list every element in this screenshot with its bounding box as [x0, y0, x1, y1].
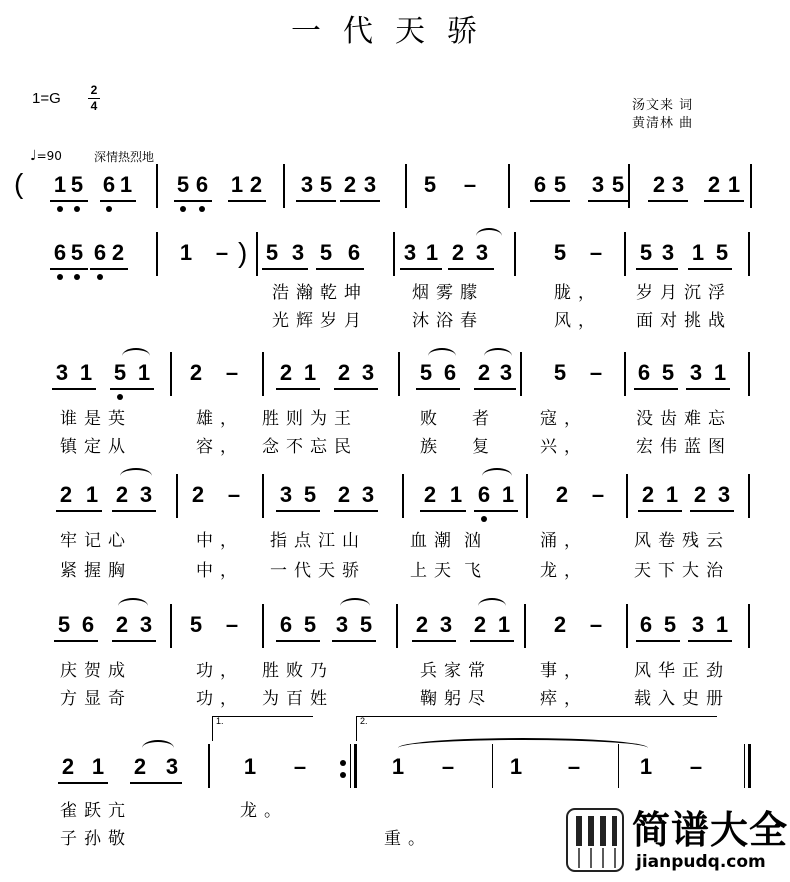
lyric: 者	[472, 409, 496, 429]
underline	[334, 510, 378, 512]
note: 3	[139, 482, 153, 507]
lyric: 飞	[464, 561, 488, 581]
open-paren: (	[14, 168, 24, 199]
octave-dot	[74, 274, 80, 280]
time-top: 2	[90, 83, 98, 97]
lyric: 为百姓	[262, 689, 334, 709]
barline	[520, 352, 522, 396]
lyric: 龙，	[540, 561, 588, 581]
note: 1	[715, 612, 729, 637]
slur	[120, 468, 152, 476]
note: –	[591, 482, 605, 507]
lyric: 风，	[554, 311, 602, 331]
lyric: 烟雾朦	[412, 283, 484, 303]
note: 3	[591, 172, 605, 197]
key-signature: 1=G	[32, 90, 61, 107]
barline	[156, 164, 158, 208]
underline	[276, 640, 320, 642]
barline	[170, 604, 172, 648]
note: 6	[477, 482, 491, 507]
note: 2	[451, 240, 465, 265]
lyric: 功，	[196, 689, 244, 709]
note: 3	[139, 612, 153, 637]
barline	[262, 604, 264, 648]
lyric: 载入史册	[634, 689, 730, 709]
song-title: 一代天骄	[291, 14, 499, 49]
barline	[524, 604, 526, 648]
underline	[416, 388, 460, 390]
note: 2	[61, 754, 75, 779]
lyric: 寇，	[540, 409, 588, 429]
barline	[624, 232, 626, 276]
lyric: 事，	[540, 661, 588, 681]
barline	[624, 352, 626, 396]
note: 5	[176, 172, 190, 197]
note: 5	[189, 612, 203, 637]
note: 2	[337, 482, 351, 507]
underline	[112, 510, 156, 512]
lyric: 涌，	[540, 531, 588, 551]
underline	[634, 388, 678, 390]
slur	[482, 468, 512, 476]
lyric: 血潮	[410, 531, 458, 551]
note: 3	[55, 360, 69, 385]
note: 3	[291, 240, 305, 265]
octave-dot	[106, 206, 112, 212]
note: –	[441, 754, 455, 779]
note: –	[589, 240, 603, 265]
note: –	[589, 360, 603, 385]
barline	[750, 164, 752, 208]
note: 2	[133, 754, 147, 779]
underline	[112, 640, 156, 642]
underline	[262, 268, 308, 270]
lyric: 胜则为王	[262, 409, 358, 429]
note: 1	[119, 172, 133, 197]
note: 5	[553, 360, 567, 385]
note: 5	[57, 612, 71, 637]
lyric: 中，	[196, 561, 244, 581]
barline	[628, 164, 630, 208]
lyric: 没齿难忘	[636, 409, 732, 429]
underline	[56, 510, 102, 512]
octave-dot	[117, 394, 123, 400]
lyric: 兵家常	[420, 661, 492, 681]
note: 2	[279, 360, 293, 385]
note: 1	[449, 482, 463, 507]
note: 3	[361, 482, 375, 507]
barline	[170, 352, 172, 396]
lyric: 族	[420, 437, 444, 457]
underline	[296, 200, 336, 202]
note: 5	[303, 612, 317, 637]
lyric: 风华正劲	[634, 661, 730, 681]
volta-number-1: 1.	[216, 716, 224, 726]
underline	[174, 200, 212, 202]
note: 3	[335, 612, 349, 637]
lyric: 光辉岁月	[272, 311, 368, 331]
note: 2	[652, 172, 666, 197]
note: 3	[363, 172, 377, 197]
time-bottom: 4	[90, 99, 98, 113]
note: 2	[707, 172, 721, 197]
note: 3	[499, 360, 513, 385]
note: 6	[533, 172, 547, 197]
lyric: 风卷残云	[634, 531, 730, 551]
barline	[748, 474, 750, 518]
time-signature	[88, 84, 100, 113]
note: –	[225, 612, 239, 637]
underline	[420, 510, 466, 512]
note: 3	[671, 172, 685, 197]
octave-dot	[97, 274, 103, 280]
barline	[402, 474, 404, 518]
lyric: 上天	[410, 561, 458, 581]
underline	[316, 268, 364, 270]
note: 5	[423, 172, 437, 197]
note: 3	[475, 240, 489, 265]
barline	[748, 352, 750, 396]
underline	[228, 200, 266, 202]
note: 2	[693, 482, 707, 507]
lyric: 重。	[384, 829, 432, 849]
lyric: 龙。	[240, 801, 288, 821]
underline	[688, 268, 732, 270]
underline	[636, 268, 678, 270]
lyric: 浩瀚乾坤	[272, 283, 368, 303]
note: 2	[555, 482, 569, 507]
barline	[526, 474, 528, 518]
note: –	[567, 754, 581, 779]
note: 1	[85, 482, 99, 507]
lyric: 中，	[196, 531, 244, 551]
note: 5	[70, 240, 84, 265]
underline	[704, 200, 744, 202]
note: 1	[391, 754, 405, 779]
note: 2	[553, 612, 567, 637]
note: 3	[300, 172, 314, 197]
underline	[588, 200, 628, 202]
barline	[208, 744, 210, 788]
octave-dot	[180, 206, 186, 212]
note: –	[225, 360, 239, 385]
barline	[618, 744, 619, 788]
lyric: 指点江山	[270, 531, 366, 551]
lyric: 念不忘民	[262, 437, 358, 457]
note: 1	[53, 172, 67, 197]
underline	[332, 640, 376, 642]
octave-dot	[481, 516, 487, 522]
lyric: 镇定从	[60, 437, 132, 457]
slur	[142, 740, 174, 748]
note: 1	[665, 482, 679, 507]
note: 1	[425, 240, 439, 265]
barline	[398, 352, 400, 396]
note: 1	[501, 482, 515, 507]
note: 5	[419, 360, 433, 385]
note: 5	[553, 240, 567, 265]
note: 1	[91, 754, 105, 779]
octave-dot	[74, 206, 80, 212]
note: 1	[243, 754, 257, 779]
underline	[690, 510, 734, 512]
note: 1	[691, 240, 705, 265]
barline	[748, 232, 750, 276]
underline	[474, 510, 518, 512]
note: 5	[265, 240, 279, 265]
note: 6	[279, 612, 293, 637]
lyric: 汹	[464, 531, 488, 551]
lyric: 面对挑战	[636, 311, 732, 331]
note: 6	[347, 240, 361, 265]
lyric: 雀跃亢	[60, 801, 132, 821]
barline	[156, 232, 158, 276]
tempo-value: =90	[36, 149, 62, 163]
note: 2	[415, 612, 429, 637]
note: 3	[717, 482, 731, 507]
underline	[52, 388, 96, 390]
underline	[686, 388, 730, 390]
repeat-dot	[340, 772, 346, 778]
lyric: 胧，	[554, 283, 602, 303]
underline	[688, 640, 732, 642]
note: 1	[303, 360, 317, 385]
note: 3	[165, 754, 179, 779]
underline	[412, 640, 456, 642]
note: 5	[639, 240, 653, 265]
underline	[530, 200, 570, 202]
lyric: 容，	[196, 437, 244, 457]
note: –	[215, 240, 229, 265]
underline	[50, 200, 88, 202]
note: 5	[611, 172, 625, 197]
underline	[54, 640, 98, 642]
underline	[100, 200, 136, 202]
note: 6	[102, 172, 116, 197]
lyric: 牢记心	[60, 531, 132, 551]
lyric: 败	[420, 409, 444, 429]
note: 6	[637, 360, 651, 385]
note: 3	[691, 612, 705, 637]
slur	[122, 348, 150, 356]
barline	[626, 474, 628, 518]
note: 6	[195, 172, 209, 197]
lyric: 复	[472, 437, 496, 457]
octave-dot	[199, 206, 205, 212]
note: 1	[509, 754, 523, 779]
note: 5	[661, 360, 675, 385]
note: –	[689, 754, 703, 779]
note: 5	[319, 172, 333, 197]
note: –	[589, 612, 603, 637]
underline	[400, 268, 442, 270]
slur	[118, 598, 148, 606]
note: 2	[191, 482, 205, 507]
barline	[626, 604, 628, 648]
underline	[648, 200, 688, 202]
note: 3	[279, 482, 293, 507]
volta-bracket-1	[212, 716, 313, 741]
lyric: 紧握胸	[60, 561, 132, 581]
barline	[256, 232, 258, 276]
underline	[334, 388, 378, 390]
barline	[262, 352, 264, 396]
lyric: 一代天骄	[270, 561, 366, 581]
slur	[428, 348, 456, 356]
note: 6	[93, 240, 107, 265]
lyric: 谁是英	[60, 409, 132, 429]
note: 1	[230, 172, 244, 197]
note: 5	[359, 612, 373, 637]
barline	[744, 744, 745, 788]
lyric: 雄，	[196, 409, 244, 429]
note: 5	[715, 240, 729, 265]
barline	[508, 164, 510, 208]
lyric: 方显奇	[60, 689, 132, 709]
lyric: 兴，	[540, 437, 588, 457]
note: –	[463, 172, 477, 197]
slur	[476, 228, 502, 236]
barline	[396, 604, 398, 648]
note: 3	[661, 240, 675, 265]
barline	[283, 164, 285, 208]
expression-marking: 深情热烈地	[94, 150, 155, 164]
note: 5	[303, 482, 317, 507]
underline	[448, 268, 494, 270]
slur	[484, 348, 512, 356]
note: 1	[497, 612, 511, 637]
lyric: 宏伟蓝图	[636, 437, 732, 457]
note: 5	[319, 240, 333, 265]
note: 5	[553, 172, 567, 197]
note: 5	[70, 172, 84, 197]
underline	[90, 268, 128, 270]
quarter-note-icon: ♩	[30, 148, 37, 164]
lyric: 胜败乃	[262, 661, 334, 681]
underline	[276, 388, 320, 390]
barline	[393, 232, 395, 276]
note: 3	[439, 612, 453, 637]
note: 6	[639, 612, 653, 637]
note: 1	[137, 360, 151, 385]
barline	[748, 744, 751, 788]
note: 6	[53, 240, 67, 265]
note: 2	[477, 360, 491, 385]
lyric: 岁月沉浮	[636, 283, 732, 303]
lyric: 瘁，	[540, 689, 588, 709]
underline	[474, 388, 516, 390]
note: 2	[423, 482, 437, 507]
watermark-url: jianpudq.com	[636, 852, 766, 872]
note: 2	[343, 172, 357, 197]
note: 2	[473, 612, 487, 637]
underline	[50, 268, 88, 270]
lyric: 天下大治	[634, 561, 730, 581]
note: 5	[663, 612, 677, 637]
note: 2	[189, 360, 203, 385]
underline	[636, 640, 680, 642]
underline	[110, 388, 154, 390]
volta-bracket-2	[356, 716, 717, 741]
lyric: 功，	[196, 661, 244, 681]
barline	[354, 744, 357, 788]
repeat-dot	[340, 760, 346, 766]
note: 1	[179, 240, 193, 265]
barline	[405, 164, 407, 208]
underline	[130, 782, 182, 784]
note: 2	[641, 482, 655, 507]
underline	[340, 200, 380, 202]
lyric: 庆贺成	[60, 661, 132, 681]
composer-credit: 黄清林 曲	[632, 116, 694, 131]
note: 5	[113, 360, 127, 385]
close-paren: )	[238, 237, 248, 268]
lyric: 鞠躬尽	[420, 689, 492, 709]
barline	[176, 474, 178, 518]
barline	[262, 474, 264, 518]
underline	[470, 640, 514, 642]
note: 2	[337, 360, 351, 385]
underline	[276, 510, 320, 512]
slur	[478, 598, 506, 606]
note: 1	[639, 754, 653, 779]
slur	[340, 598, 370, 606]
lyricist-credit: 汤文来 词	[632, 98, 694, 113]
lyric: 沐浴春	[412, 311, 484, 331]
note: 2	[59, 482, 73, 507]
octave-dot	[57, 274, 63, 280]
note: 2	[249, 172, 263, 197]
note: 6	[443, 360, 457, 385]
lyric: 子孙敬	[60, 829, 132, 849]
watermark-title: 简谱大全	[632, 808, 789, 852]
note: 3	[689, 360, 703, 385]
barline	[514, 232, 516, 276]
note: 1	[713, 360, 727, 385]
piano-logo-icon	[566, 808, 624, 872]
octave-dot	[57, 206, 63, 212]
note: –	[227, 482, 241, 507]
note: 1	[727, 172, 741, 197]
note: 6	[81, 612, 95, 637]
note: 2	[115, 482, 129, 507]
tempo-marking	[30, 148, 62, 164]
note: 1	[79, 360, 93, 385]
note: 2	[115, 612, 129, 637]
note: 3	[361, 360, 375, 385]
note: 2	[111, 240, 125, 265]
underline	[638, 510, 682, 512]
barline	[350, 744, 351, 788]
note: 3	[403, 240, 417, 265]
volta-number-2: 2.	[360, 716, 368, 726]
barline	[492, 744, 493, 788]
underline	[58, 782, 108, 784]
note: –	[293, 754, 307, 779]
barline	[748, 604, 750, 648]
